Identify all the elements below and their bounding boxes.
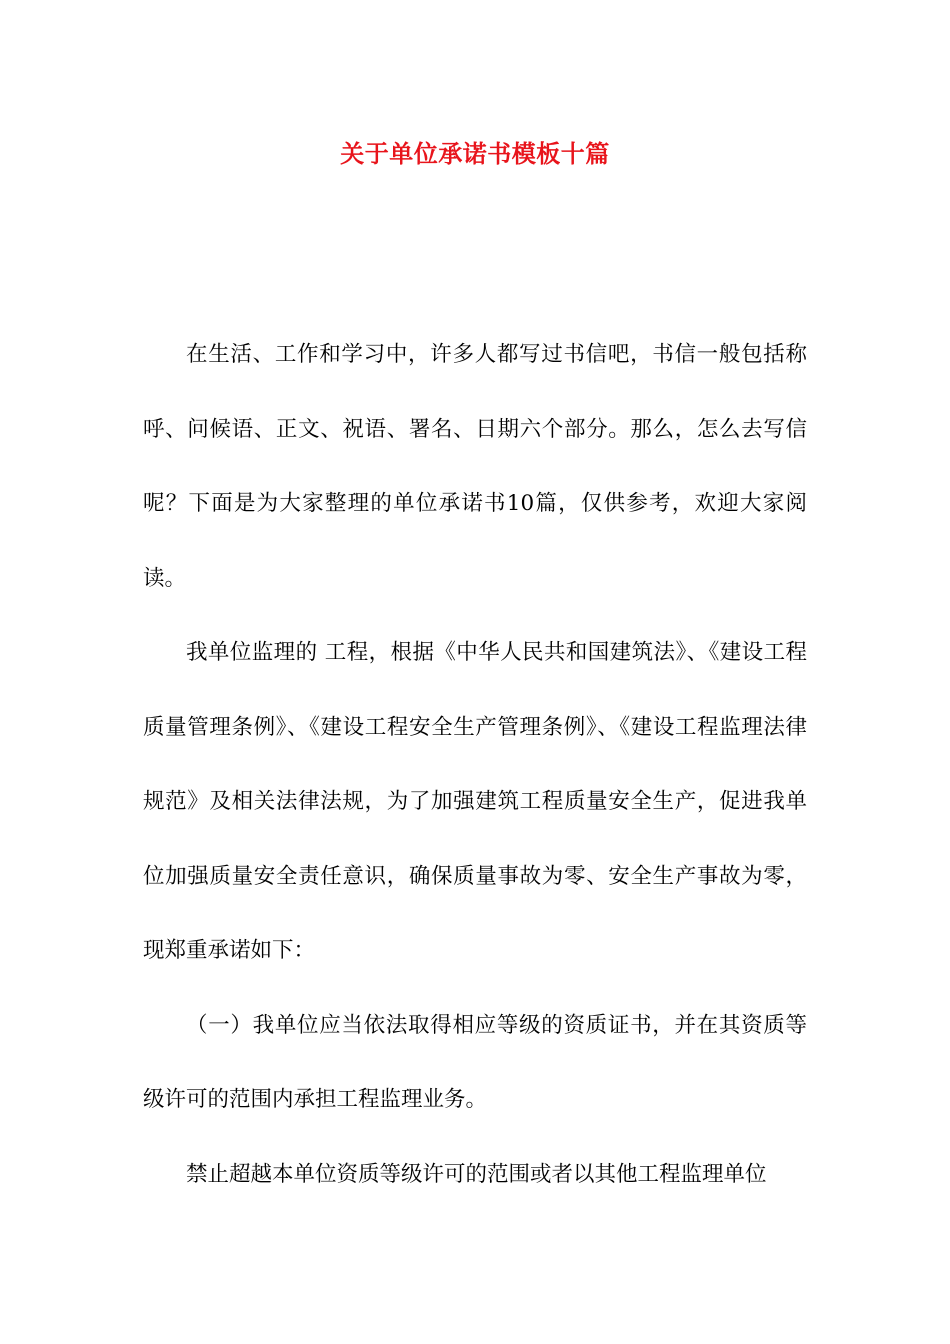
paragraph-item-one: （一）我单位应当依法取得相应等级的资质证书，并在其资质等级许可的范围内承担工程监理业务。: [143, 1012, 807, 1112]
document-body: [143, 318, 807, 1212]
document-title: 关于单位承诺书模板十篇: [340, 139, 610, 168]
paragraph-intro: 在生活、工作和学习中，许多人都写过书信吧，书信一般包括称呼、问候语、正文、祝语、署名、日期六个部分。那么，怎么去写信呢？下面是为大家整理的单位承诺书10篇，仅供参考，欢迎大家阅读。: [143, 342, 807, 591]
paragraph-commitment-preface: 我单位监理的 工程，根据《中华人民共和国建筑法》、《建设工程质量管理条例》、《建设工程安全生产管理条例》、《建设工程监理法律规范》及相关法律法规，为了加强建筑工程质量安全生产，促进我单位加强质量安全责任意识，确保质量事故为零、安全生产事故为零，现郑重承诺如下：: [143, 640, 807, 963]
paragraph-prohibition: 禁止超越本单位资质等级许可的范围或者以其他工程监理单位: [186, 1161, 767, 1187]
